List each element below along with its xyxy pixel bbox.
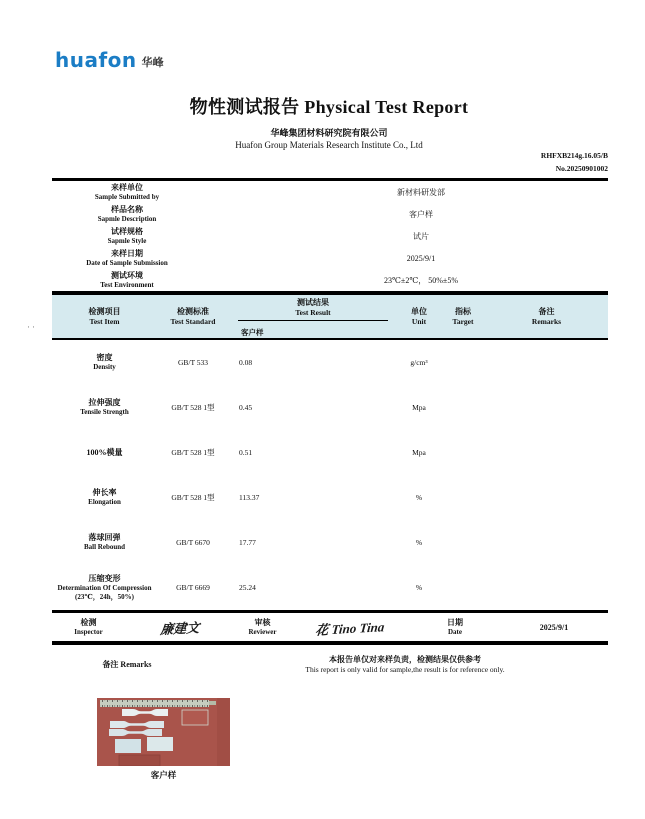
row-item-en: Density	[93, 363, 116, 371]
remarks-text-cn: 本报告单仅对来样负责，检测结果仅供参考	[329, 654, 481, 664]
sample-info-row-date	[52, 247, 608, 269]
inspector-signature: 廉建文	[159, 619, 201, 637]
row-item-en: Determination Of Compression	[57, 583, 152, 592]
value-style: 试片	[413, 231, 429, 241]
table-row-modulus-100	[52, 430, 608, 475]
reviewer-label-cn: 审核	[254, 617, 271, 627]
inspector-label-en: Inspector	[74, 627, 103, 636]
row-unit: %	[415, 493, 423, 502]
row-standard: GB/T 528 1型	[171, 493, 215, 502]
col-header-standard-en: Test Standard	[170, 316, 216, 326]
huafon-logo-cn: 华峰	[141, 57, 164, 69]
specimen-rect-dark	[119, 755, 160, 766]
label-submission-date-en: Date of Sample Submission	[86, 258, 168, 267]
document-code: RHFXB214g.16.05/B	[540, 151, 608, 160]
col-header-unit-en: Unit	[411, 316, 427, 326]
ruler	[100, 700, 209, 707]
col-header-result-cn: 测试结果	[297, 298, 329, 307]
signoff-date-value: 2025/9/1	[539, 622, 569, 632]
sample-photo	[97, 698, 230, 766]
row-unit: %	[415, 538, 423, 547]
label-submitted-by-en: Sample Submitted by	[94, 192, 160, 201]
row-item-en: Ball Rebound	[83, 543, 126, 551]
page-title-en: Physical Test Report	[304, 97, 469, 117]
col-header-item-cn: 检测项目	[88, 306, 121, 316]
row-result: 0.08	[239, 358, 253, 367]
sample-info-row-style	[52, 225, 608, 247]
row-result: 25.24	[239, 583, 256, 592]
table-row-tensile-strength	[52, 385, 608, 430]
document-references	[541, 149, 608, 175]
company-name-cn: 华峰集团材料研究院有限公司	[270, 128, 388, 138]
page-title-cn: 物性测试报告	[189, 97, 300, 117]
results-table-header	[52, 295, 608, 338]
sample-info-row-environment	[52, 269, 608, 291]
value-description: 客户样	[409, 209, 433, 219]
col-header-item-en: Test Item	[89, 316, 120, 326]
label-description-en: Sapmle Description	[97, 214, 157, 223]
huafon-logo-wordmark: huafon	[55, 48, 137, 72]
row-unit: Mpa	[412, 403, 426, 412]
remarks-label: 备注 Remarks	[102, 659, 152, 669]
row-item-cn: 100%模量	[86, 447, 123, 457]
col-header-unit-cn: 单位	[411, 306, 427, 316]
value-environment: 23℃±2℃， 50%±5%	[383, 275, 458, 285]
col-header-remarks-cn: 备注	[538, 306, 555, 316]
signoff-row	[52, 613, 608, 641]
sample-info-row-submitted-by	[52, 181, 608, 203]
reviewer-label-en: Reviewer	[248, 627, 277, 636]
remarks-text-en: This report is only valid for sample,the result is for reference only.	[305, 664, 505, 674]
table-row-compression-set	[52, 565, 608, 610]
row-item-cn: 压缩变形	[88, 573, 121, 583]
reviewer-signature: 花 Tino Tina	[314, 618, 386, 638]
row-unit: Mpa	[412, 448, 426, 457]
col-header-target-en: Target	[452, 316, 474, 326]
row-item-note: (23℃，24h，50%)	[75, 592, 134, 601]
label-description-cn: 样品名称	[111, 204, 143, 214]
huafon-logo	[55, 50, 164, 70]
row-standard: GB/T 6669	[176, 583, 210, 592]
row-unit: %	[415, 583, 423, 592]
row-standard: GB/T 533	[177, 358, 209, 367]
row-result: 0.51	[239, 448, 253, 457]
label-submitted-by-cn: 来样单位	[111, 182, 143, 192]
row-item-cn: 落球回弹	[88, 533, 121, 542]
date-label-en: Date	[448, 627, 462, 636]
sample-photo-graphic	[97, 698, 230, 766]
row-item-cn: 拉伸强度	[88, 398, 121, 407]
row-standard: GB/T 528 1型	[171, 448, 215, 457]
value-submitted-by: 新材料研发部	[397, 187, 445, 197]
table-row-density	[52, 340, 608, 385]
remarks-row	[52, 645, 608, 683]
specimen-rect-1	[115, 739, 141, 753]
label-style-en: Sapmle Style	[107, 236, 147, 245]
row-standard: GB/T 528 1型	[171, 403, 215, 412]
date-label-cn: 日期	[447, 617, 463, 627]
row-item-cn: 伸长率	[92, 488, 117, 497]
specimen-rect-2	[147, 737, 173, 751]
label-environment-en: Test Environment	[100, 280, 154, 289]
label-style-cn: 试样规格	[111, 226, 143, 236]
ruler-end	[209, 701, 216, 705]
photo-caption: 客户样	[150, 770, 177, 780]
row-unit: g/cm³	[410, 358, 428, 367]
col-header-remarks-en: Remarks	[531, 316, 562, 326]
inspector-label-cn: 检测	[80, 617, 97, 627]
document-number: No.20250901002	[555, 164, 608, 173]
value-submission-date: 2025/9/1	[406, 253, 436, 263]
label-submission-date-cn: 来样日期	[111, 248, 143, 258]
row-standard: GB/T 6670	[176, 538, 210, 547]
row-item-en: Tensile Strength	[80, 408, 129, 416]
scan-artifact-dots: ··	[27, 322, 37, 332]
row-result: 17.77	[239, 538, 256, 547]
page-title	[14, 93, 644, 119]
col-header-standard-cn: 检测标准	[177, 306, 209, 316]
col-header-target-cn: 指标	[455, 306, 471, 316]
row-item-en: Elongation	[88, 498, 121, 506]
report-body	[52, 178, 608, 683]
row-result: 0.45	[239, 403, 253, 412]
company-block	[14, 128, 644, 151]
row-item-cn: 密度	[96, 353, 113, 362]
table-row-elongation	[52, 475, 608, 520]
row-result: 113.37	[239, 493, 260, 502]
col-header-result-en: Test Result	[295, 308, 331, 317]
specimen-rect-outline	[182, 710, 208, 725]
company-name-en: Huafon Group Materials Research Institute Co., Ltd	[235, 140, 423, 150]
table-row-ball-rebound	[52, 520, 608, 565]
sample-info-row-description	[52, 203, 608, 225]
col-header-result-sample: 客户样	[241, 328, 264, 337]
label-environment-cn: 测试环境	[111, 270, 143, 280]
